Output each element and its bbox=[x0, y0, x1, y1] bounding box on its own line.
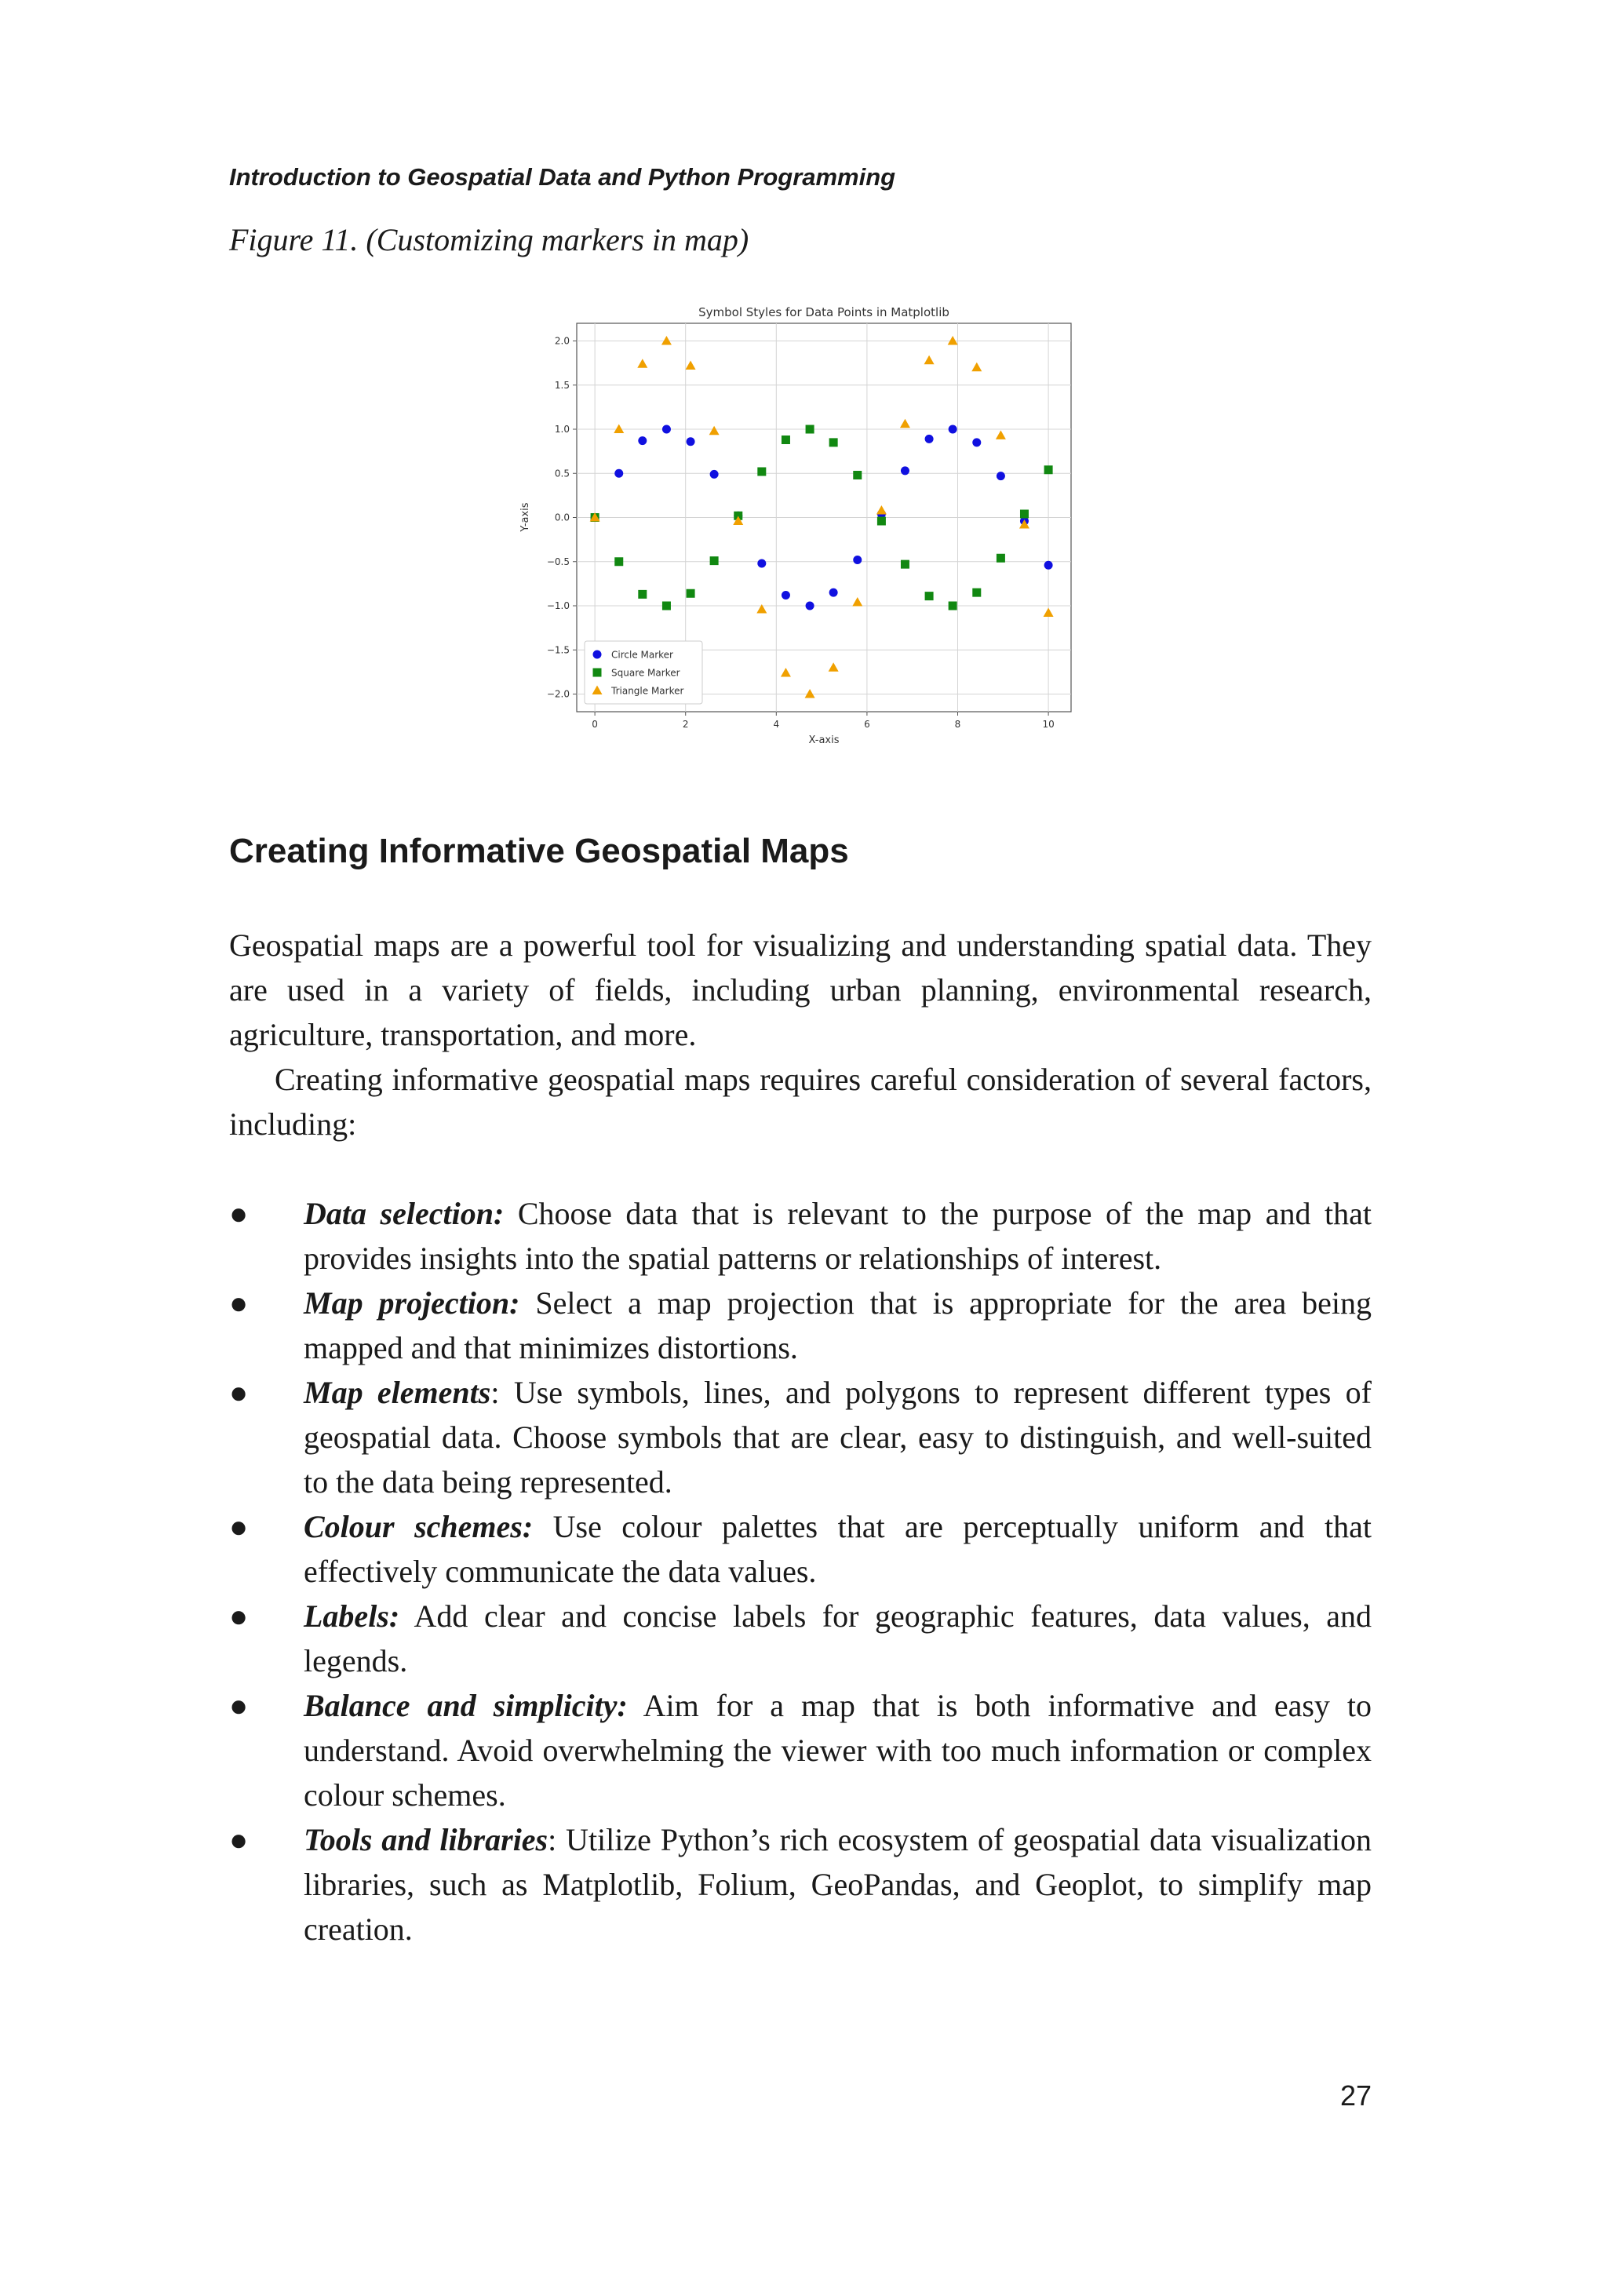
circle-point bbox=[972, 438, 981, 446]
square-point bbox=[662, 602, 671, 610]
bullet-icon: ● bbox=[229, 1196, 249, 1231]
list-item bbox=[229, 1504, 1372, 1594]
list-item bbox=[229, 1191, 1372, 1281]
x-tick-label: 6 bbox=[864, 719, 870, 730]
circle-point bbox=[806, 602, 814, 610]
y-tick-label: 0.5 bbox=[554, 468, 570, 479]
list-item-text: Aim for a map that is both informative and easy to understand. Avoid overwhelming the viewer with too much information or complex colour schemes. bbox=[304, 1688, 1372, 1813]
circle-point bbox=[1044, 561, 1053, 570]
y-tick-label: 1.0 bbox=[554, 424, 570, 435]
legend-square-icon bbox=[593, 669, 602, 677]
square-point bbox=[925, 592, 934, 600]
y-tick-label: 0.0 bbox=[554, 512, 570, 523]
list-item-text: Use colour palettes that are perceptually uniform and that effectively communicate the data values. bbox=[304, 1509, 1372, 1589]
bullet-icon: ● bbox=[229, 1285, 249, 1321]
bullet-icon: ● bbox=[229, 1509, 249, 1544]
x-tick-label: 10 bbox=[1042, 719, 1055, 730]
running-head: Introduction to Geospatial Data and Python Programming bbox=[229, 163, 896, 191]
x-tick-label: 8 bbox=[954, 719, 961, 730]
bullet-icon: ● bbox=[229, 1375, 249, 1410]
square-point bbox=[614, 557, 623, 566]
x-tick-label: 0 bbox=[592, 719, 598, 730]
section-title: Creating Informative Geospatial Maps bbox=[229, 832, 849, 870]
y-axis-label: Y-axis bbox=[519, 502, 531, 532]
square-point bbox=[877, 517, 886, 526]
list-item-term: Map elements bbox=[304, 1375, 491, 1410]
square-point bbox=[829, 438, 838, 446]
page-number: 27 bbox=[1339, 2079, 1372, 2112]
square-point bbox=[687, 589, 695, 598]
list-item bbox=[229, 1817, 1372, 1952]
circle-point bbox=[901, 466, 909, 475]
paragraph-intro: Geospatial maps are a powerful tool for visualizing and understanding spatial data. They are used in a variety of fields, including urban planning, environmental research, agriculture, transportation, and more. bbox=[229, 928, 1372, 1052]
square-point bbox=[757, 468, 766, 476]
list-item bbox=[229, 1281, 1372, 1370]
list-item-term: Data selection: bbox=[304, 1196, 505, 1231]
legend bbox=[585, 641, 702, 704]
square-point bbox=[1020, 510, 1029, 519]
y-tick-label: −0.5 bbox=[546, 556, 570, 567]
circle-point bbox=[710, 470, 719, 479]
bullet-icon: ● bbox=[229, 1822, 249, 1857]
circle-point bbox=[925, 435, 934, 443]
y-tick-label: 2.0 bbox=[554, 335, 570, 347]
legend-label: Triangle Marker bbox=[611, 685, 684, 697]
y-tick-label: 1.5 bbox=[554, 379, 570, 391]
bullet-icon: ● bbox=[229, 1598, 249, 1634]
list-item-text: : Utilize Python’s rich ecosystem of geospatial data visualization libraries, such as Matplotlib, Folium, GeoPandas, and Geoplot, to simplify map creation. bbox=[304, 1822, 1372, 1947]
circle-point bbox=[782, 591, 790, 600]
square-point bbox=[806, 425, 814, 434]
y-tick-label: −2.0 bbox=[546, 688, 570, 700]
bullet-icon: ● bbox=[229, 1688, 249, 1723]
legend-label: Square Marker bbox=[611, 667, 680, 679]
circle-point bbox=[614, 469, 623, 478]
square-point bbox=[853, 471, 862, 479]
square-point bbox=[710, 556, 719, 565]
circle-point bbox=[949, 425, 957, 434]
square-point bbox=[972, 589, 981, 597]
list-item bbox=[229, 1683, 1372, 1817]
x-tick-label: 2 bbox=[682, 719, 689, 730]
circle-point bbox=[662, 425, 671, 434]
circle-point bbox=[638, 436, 647, 445]
square-point bbox=[1044, 465, 1053, 474]
figure-caption: Figure 11. (Customizing markers in map) bbox=[229, 222, 749, 257]
square-point bbox=[782, 436, 790, 444]
factor-list bbox=[229, 1191, 1372, 1952]
list-item-term: Colour schemes: bbox=[304, 1509, 534, 1544]
list-item-term: Tools and libraries bbox=[304, 1822, 548, 1857]
list-item-text: Choose data that is relevant to the purpose of the map and that provides insights into the spatial patterns or relationships of interest. bbox=[304, 1196, 1372, 1276]
square-point bbox=[997, 554, 1005, 563]
x-axis-label: X-axis bbox=[808, 734, 840, 746]
x-tick-label: 4 bbox=[773, 719, 780, 730]
list-item-text: Add clear and concise labels for geographic features, data values, and legends. bbox=[304, 1598, 1372, 1678]
legend-label: Circle Marker bbox=[611, 649, 673, 661]
circle-point bbox=[997, 472, 1005, 480]
list-item-text: Select a map projection that is appropriate for the area being mapped and that minimizes distortions. bbox=[304, 1285, 1372, 1365]
list-item-text: : Use symbols, lines, and polygons to represent different types of geospatial data. Choose symbols that are clear, easy to distinguish, and well-suited to the data being represented. bbox=[304, 1375, 1372, 1500]
circle-point bbox=[687, 437, 695, 446]
paragraph-factors: Creating informative geospatial maps requires careful consideration of several factors, including: bbox=[229, 1062, 1372, 1142]
square-point bbox=[949, 602, 957, 610]
list-item-term: Map projection: bbox=[304, 1285, 520, 1321]
circle-point bbox=[829, 589, 838, 597]
legend-circle-icon bbox=[593, 651, 602, 659]
chart-title: Symbol Styles for Data Points in Matplotlib bbox=[698, 305, 949, 319]
square-point bbox=[901, 560, 909, 569]
y-tick-label: −1.0 bbox=[546, 600, 570, 611]
circle-point bbox=[853, 556, 862, 564]
scatter-figure bbox=[514, 302, 1087, 749]
circle-point bbox=[757, 559, 766, 568]
list-item bbox=[229, 1594, 1372, 1683]
list-item-term: Balance and simplicity: bbox=[304, 1688, 628, 1723]
list-item bbox=[229, 1370, 1372, 1504]
y-tick-label: −1.5 bbox=[546, 644, 570, 656]
scatter-chart bbox=[514, 302, 1087, 749]
square-point bbox=[638, 590, 647, 599]
list-item-term: Labels: bbox=[304, 1598, 400, 1634]
